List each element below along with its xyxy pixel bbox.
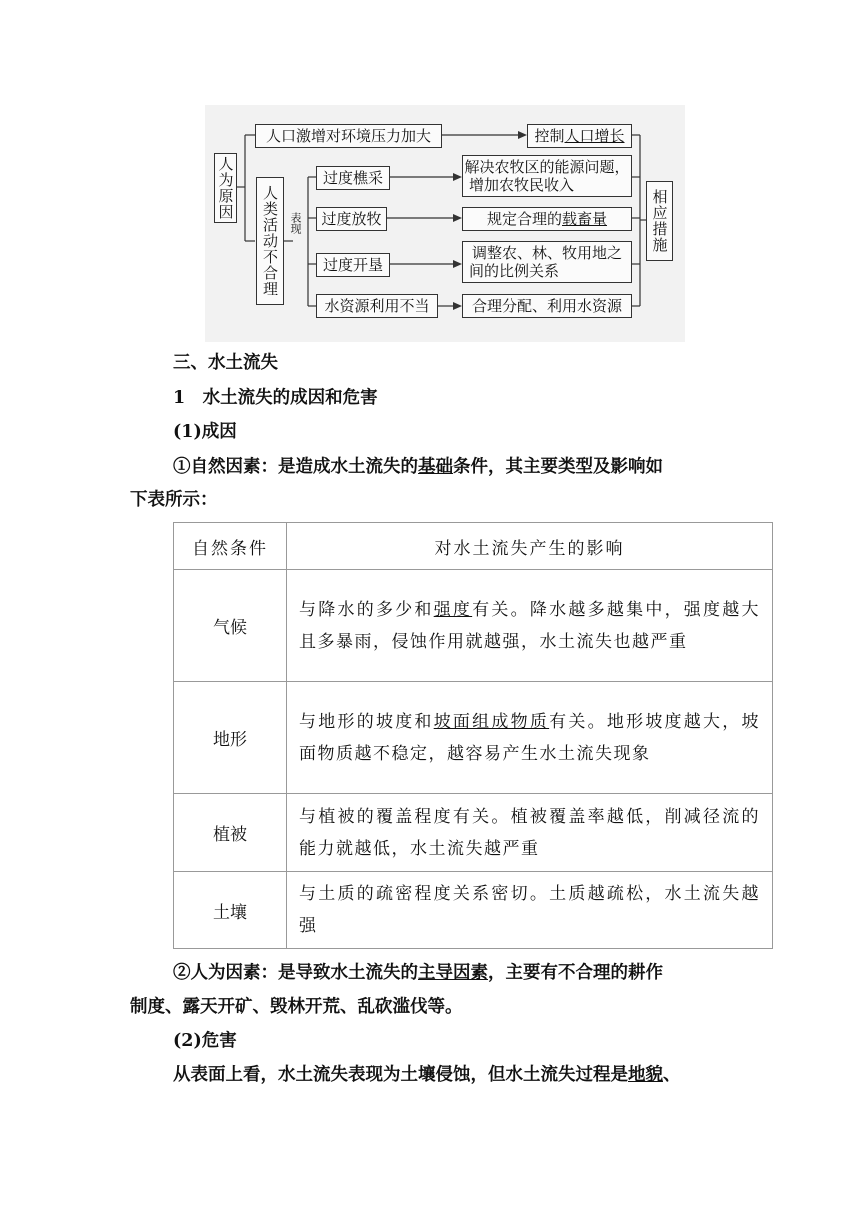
measure-box-4: 合理分配、利用水资源 bbox=[462, 294, 632, 318]
human-factor-line bbox=[173, 960, 663, 986]
natural-factor-text: ①自然因素：是造成水土流失的 bbox=[173, 457, 418, 477]
cause-heading: (1)成因 bbox=[173, 422, 237, 442]
human-factor-key: 主导因素 bbox=[418, 963, 488, 983]
activity-box-3: 水资源利用不当 bbox=[316, 294, 438, 318]
measure-2-underlined: 载畜量 bbox=[562, 210, 608, 228]
activity-box-0: 过度樵采 bbox=[316, 166, 390, 190]
influence-cell bbox=[287, 570, 773, 682]
condition-cell: 土壤 bbox=[174, 872, 287, 949]
influence-text: 与地形的坡度和 bbox=[299, 711, 434, 732]
cause-human-activity-box: 人类活动不合理 bbox=[256, 177, 284, 305]
influence-rest: 有关。地形坡度越大，坡面物质越不稳定，越容易产生水土流失现象 bbox=[299, 711, 761, 764]
influence-text: 与土质的疏密程度关系密切。土质越疏松，水土流失越强 bbox=[299, 884, 760, 936]
cause-population-box: 人口激增对环境压力加大 bbox=[255, 124, 442, 148]
influence-key: 强度 bbox=[433, 599, 473, 620]
table-row bbox=[174, 872, 773, 949]
header-influence: 对水土流失产生的影响 bbox=[287, 523, 773, 570]
measure-1-line1: 解决农牧区的能源问题， bbox=[464, 158, 630, 176]
natural-factor-line bbox=[173, 454, 663, 480]
header-condition: 自然条件 bbox=[174, 523, 287, 570]
natural-factor-table bbox=[173, 522, 773, 949]
influence-text: 与降水的多少和 bbox=[299, 599, 434, 620]
influence-cell bbox=[287, 794, 773, 872]
measure-box-1 bbox=[462, 155, 632, 197]
measure-box-3 bbox=[462, 241, 632, 283]
measure-0-underlined: 人口增长 bbox=[564, 127, 625, 145]
influence-cell bbox=[287, 872, 773, 949]
measure-3-line2: 间的比例关系 bbox=[469, 262, 560, 280]
human-factor-rest: ，主要有不合理的耕作 bbox=[488, 963, 663, 983]
biaoxian-label: 表现 bbox=[289, 212, 302, 234]
table-header-row bbox=[174, 523, 773, 570]
influence-text: 与植被的覆盖程度有关。植被覆盖率越低，削减径流的能力就越低，水土流失越严重 bbox=[299, 806, 760, 859]
influence-rest: 有关。降水越多越集中，强度越大且多暴雨，侵蚀作用就越强，水土流失也越严重 bbox=[299, 599, 761, 652]
section-3-heading: 三、水土流失 bbox=[173, 353, 278, 373]
table-row bbox=[174, 570, 773, 682]
cause-measure-diagram bbox=[205, 105, 685, 342]
table-row bbox=[174, 794, 773, 872]
harm-text: 从表面上看，水土流失表现为土壤侵蚀，但水土流失过程是 bbox=[173, 1065, 628, 1085]
activity-box-1: 过度放牧 bbox=[316, 207, 387, 231]
condition-cell: 地形 bbox=[174, 682, 287, 794]
condition-cell: 气候 bbox=[174, 570, 287, 682]
measure-3-line1: 调整农、林、牧用地之 bbox=[471, 244, 622, 262]
measure-2-text: 规定合理的 bbox=[486, 210, 562, 228]
measure-1-line2: 增加农牧民收入 bbox=[469, 176, 575, 194]
influence-key: 坡面组成物质 bbox=[433, 711, 550, 732]
measure-box-0 bbox=[527, 124, 632, 148]
natural-factor-key: 基础 bbox=[418, 457, 453, 477]
condition-cell: 植被 bbox=[174, 794, 287, 872]
natural-factor-rest: 条件，其主要类型及影响如 bbox=[453, 457, 663, 477]
activity-box-2: 过度开垦 bbox=[316, 253, 390, 277]
subsection-1-heading: 1 水土流失的成因和危害 bbox=[173, 388, 378, 408]
harm-rest: 、 bbox=[663, 1065, 681, 1085]
influence-cell bbox=[287, 682, 773, 794]
measure-0-text: 控制 bbox=[534, 127, 565, 145]
measure-box-2 bbox=[462, 207, 632, 231]
human-factor-cont: 制度、露天开矿、毁林开荒、乱砍滥伐等。 bbox=[130, 997, 463, 1017]
harm-line bbox=[173, 1062, 681, 1088]
side-measures-box: 相应措施 bbox=[646, 181, 673, 261]
table-row bbox=[174, 682, 773, 794]
natural-factor-cont: 下表所示： bbox=[130, 490, 218, 510]
human-factor-text: ②人为因素：是导致水土流失的 bbox=[173, 963, 418, 983]
harm-key: 地貌 bbox=[628, 1065, 663, 1085]
root-box: 人为原因 bbox=[214, 153, 237, 223]
harm-heading: (2)危害 bbox=[173, 1031, 237, 1051]
